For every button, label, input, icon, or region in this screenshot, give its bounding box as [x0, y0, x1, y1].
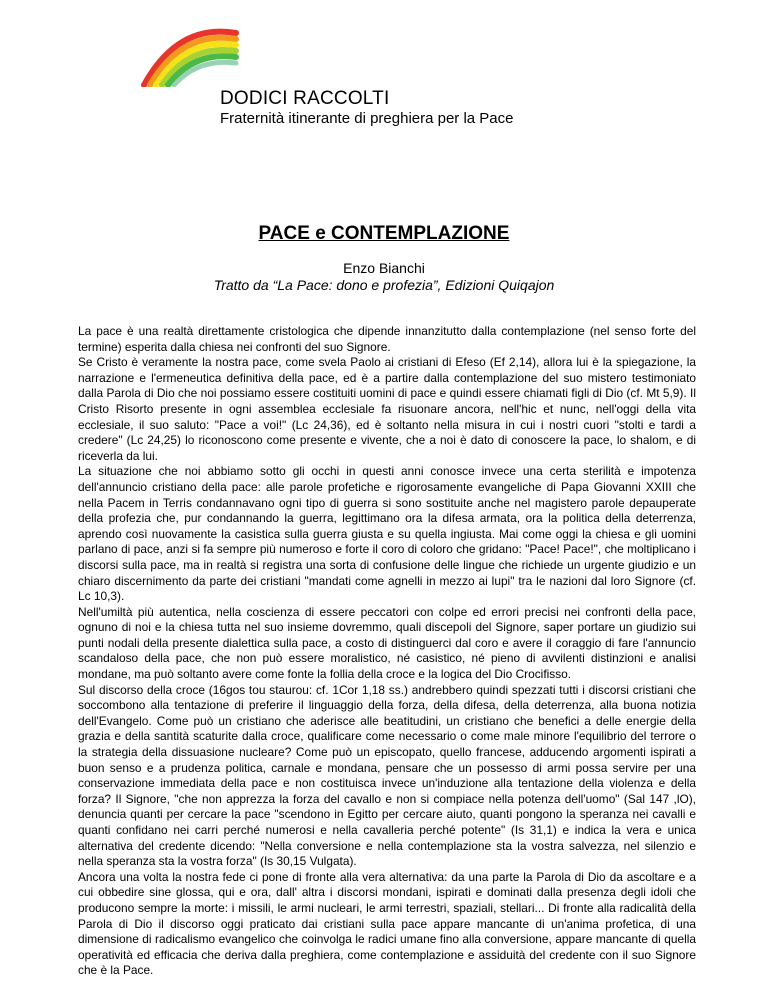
- paragraph: Nell'umiltà più autentica, nella coscienza di essere peccatori con colpe ed errori precisi nei confronti della pace, ognuno di noi e la chiesa tutta nel suo insieme dovremmo, quali discepoli del Signore, saper portare un giudizio sui punti nodali della presente dialettica sulla pace, a costo di distinguerci dal coro e avere il coraggio di fare l'annuncio scandaloso della pace, che non può essere moralistico, né casistico, né pieno di avvilenti distinzioni e analisi mondane, ma può soltanto avere come fonte la follia della croce e la logica del Dio Crocifisso.: [78, 604, 696, 682]
- org-tagline: Fraternità itinerante di preghiera per la Pace: [220, 110, 514, 127]
- article-author: Enzo Bianchi: [343, 260, 425, 276]
- article-title: PACE e CONTEMPLAZIONE: [258, 223, 510, 244]
- paragraph: La situazione che noi abbiamo sotto gli occhi in questi anni conosce invece una certa sterilità e impotenza dell'annuncio cristiano della pace: alle parole profetiche e rigorosamente evangeliche di Papa Giovanni XXIII che nella Pacem in Terris condannavano ogni tipo di guerra si sono sostituite anche nel magistero parole depauperate della profezia che, pur condannando la guerra, legittimano ora la difesa armata, ora la politica della deterrenza, aprendo così nuovamente la casistica sulla guerra giusta e su quella ingiusta. Mai come oggi la chiesa e gli uomini parlano di pace, anzi si fa sempre più numeroso e forte il coro di coloro che gridano: "Pace! Pace!", che moltiplicano i discorsi sulla pace, ma in realtà si registra una sorta di confusione delle lingue che richiede un urgente giudizio e un chiaro discernimento da parte dei cristiani "mandati come agnelli in mezzo ai lupi" tra le nazioni dal loro Signore (cf. Lc 10,3).: [78, 464, 696, 604]
- paragraph: Se Cristo è veramente la nostra pace, come svela Paolo ai cristiani di Efeso (Ef 2,14), allora lui è la spiegazione, la narrazione e l'ermeneutica definitiva della pace, ed è a partire dalla contemplazione del suo mistero testimoniato dalla Parola di Dio che noi possiamo essere costituiti uomini di pace e quindi essere chiamati figli di Dio (cf. Mt 5,9). Il Cristo Risorto presente in ogni assemblea ecclesiale fa risuonare ancora, nell'hic et nunc, nell'oggi della vita ecclesiale, il suo saluto: "Pace a voi!" (Lc 24,36), ed è soltanto nella misura in cui i nostri cuori "stolti e tardi a credere" (Lc 24,25) lo riconoscono come presente e vivente, che a noi è dato di conoscere la pace, lo shalom, e di riceverla da lui.: [78, 355, 696, 463]
- paragraph: Ancora una volta la nostra fede ci pone di fronte alla vera alternativa: da una parte la Parola di Dio da ascoltare e a cui obbedire sine glossa, qui e ora, dall' altra i discorsi mondani, ispirati e dominati dalla presenza degli idoli che producono sempre la morte: i missili, le armi nucleari, le armi terrestri, spaziali, stellari... Di fronte alla radicalità della Parola di Dio il discorso oggi praticato dai cristiani sulla pace appare mancante di un'anima profetica, di una dimensione di radicalismo evangelico che coinvolga le radici umane fino alla conversione, appare mancante di quella operatività ed efficacia che deriva dalla preghiera, come contemplazione e assiduità del credente con il suo Signore che è la Pace.: [78, 869, 696, 978]
- org-name: DODICI RACCOLTI: [220, 88, 390, 109]
- rainbow-logo-icon: [140, 25, 240, 87]
- article-source: Tratto da “La Pace: dono e profezia”, Edizioni Quiqajon: [213, 277, 555, 293]
- paragraph: La pace è una realtà direttamente cristologica che dipende innanzitutto dalla contemplazione (nel senso forte del termine) esperita dalla chiesa nei confronti del suo Signore.: [78, 324, 696, 354]
- paragraph: Sul discorso della croce (16gos tou staurou: cf. 1Cor 1,18 ss.) andrebbero quindi spezzati tutti i discorsi cristiani che soccombono alla tentazione di preferire il linguaggio della forza, della difesa, della deterrenza, alla buona notizia dell'Evangelo. Come può un cristiano che aderisce alle beatitudini, un cristiano che benefici a delle energie della grazia e della santità scaturite dalla croce, qualificare come necessario o come male minore l'equilibrio del terrore o la strategia della dissuasione nucleare? Come può un episcopato, quello francese, adducendo argomenti ispirati a buon senso e a prudenza politica, carnale e mondana, pensare che un possesso di armi possa servire per una conservazione immediata della pace e non costituisca invece un'induzione alla tentazione della violenza e della forza? Il Signore, "che non apprezza la forza del cavallo e non si compiace nella potenza dell'uomo" (Sal 147 ,lO), denuncia quanti per cercare la pace "scendono in Egitto per cercare aiuto, quanti pongono la speranza nei cavalli e quanti confidano nei carri perché numerosi e nella cavalleria perché potente" (Is 31,1) e indica la vera e unica alternativa del credente dicendo: "Nella conversione e nella contemplazione sta la vostra salvezza, nel silenzio e nella speranza sta la vostra forza" (Is 30,15 Vulgata).: [78, 682, 696, 869]
- article-body: [78, 324, 696, 979]
